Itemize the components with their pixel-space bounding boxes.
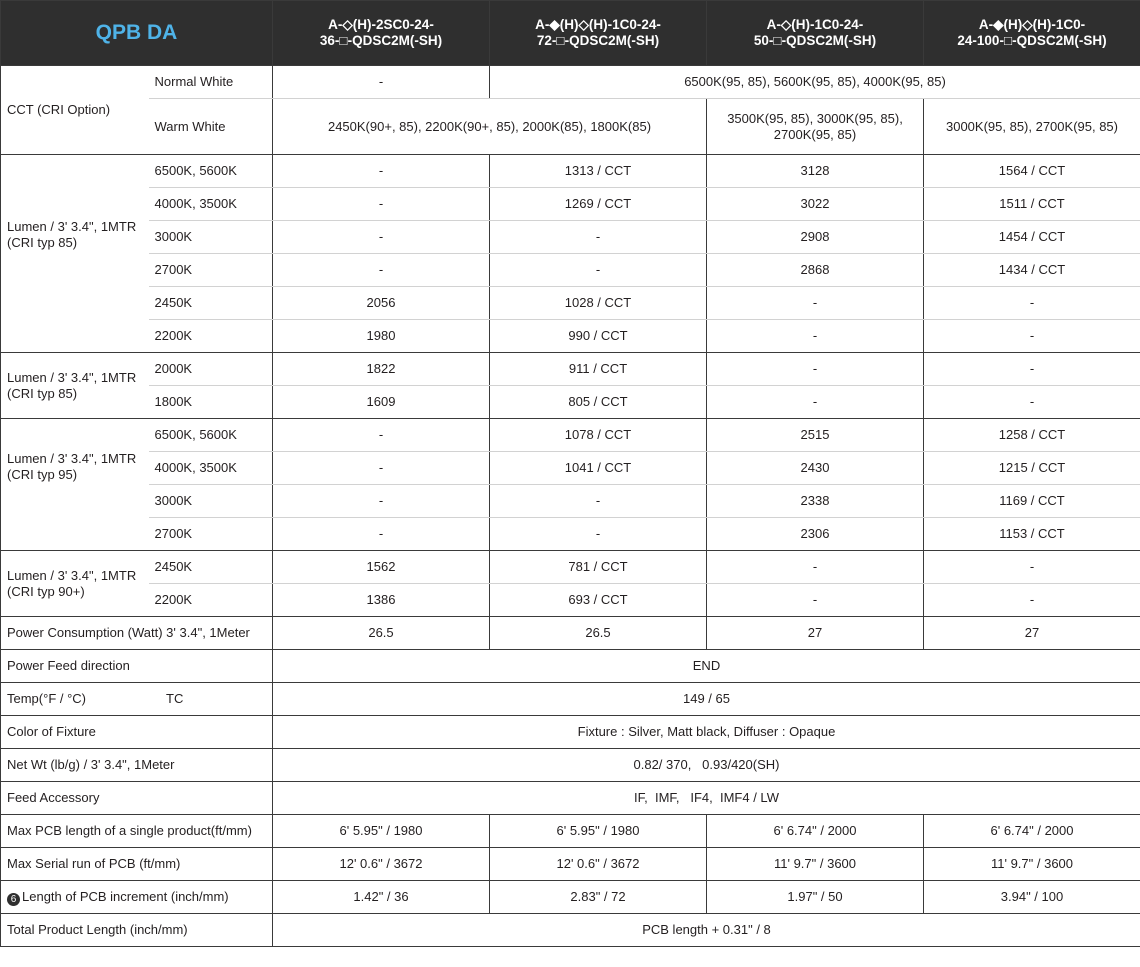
weight-value: 0.82/ 370, 0.93/420(SH) <box>273 749 1140 782</box>
lumen-value-cell: - <box>924 353 1140 386</box>
max-pcb-row <box>1 815 1140 848</box>
cct-warm-row <box>1 99 1140 155</box>
lumen-value-cell: 3128 <box>707 155 924 188</box>
lumen-row <box>1 254 1140 287</box>
tc-label: TC <box>166 691 184 706</box>
lumen-value-cell: - <box>924 287 1140 320</box>
lumen-value-cell: - <box>490 254 707 287</box>
lumen-value-cell: - <box>273 221 490 254</box>
lumen-row <box>1 320 1140 353</box>
lumen-value-cell: 2908 <box>707 221 924 254</box>
lumen-value-cell: 1041 / CCT <box>490 452 707 485</box>
lumen-cct-label: 2700K <box>149 254 273 287</box>
header-row <box>1 1 1140 66</box>
lumen-value-cell: 1078 / CCT <box>490 419 707 452</box>
lumen-value-cell: 1386 <box>273 584 490 617</box>
lumen-cct-label: 2200K <box>149 320 273 353</box>
lumen-row <box>1 419 1140 452</box>
lumen-cct-label: 6500K, 5600K <box>149 155 273 188</box>
lumen-row <box>1 551 1140 584</box>
max-serial-label: Max Serial run of PCB (ft/mm) <box>1 848 273 881</box>
weight-label: Net Wt (lb/g) / 3' 3.4", 1Meter <box>1 749 273 782</box>
cct-warm-c12: 2450K(90+, 85), 2200K(90+, 85), 2000K(85), 1800K(85) <box>273 99 707 155</box>
total-length-row <box>1 914 1140 947</box>
lumen-cct-label: 4000K, 3500K <box>149 452 273 485</box>
lumen-cct-label: 4000K, 3500K <box>149 188 273 221</box>
lumen-group-label: Lumen / 3' 3.4", 1MTR (CRI typ 95) <box>1 419 149 551</box>
lumen-value-cell: 2868 <box>707 254 924 287</box>
power-row <box>1 617 1140 650</box>
lumen-value-cell: 1258 / CCT <box>924 419 1140 452</box>
lumen-cct-label: 2200K <box>149 584 273 617</box>
lumen-value-cell: 1822 <box>273 353 490 386</box>
weight-row <box>1 749 1140 782</box>
lumen-value-cell: - <box>707 386 924 419</box>
color-label: Color of Fixture <box>1 716 273 749</box>
increment-c3: 1.97" / 50 <box>707 881 924 914</box>
lumen-cct-label: 3000K <box>149 221 273 254</box>
lumen-value-cell: 3022 <box>707 188 924 221</box>
number-six-badge-icon: 6 <box>7 893 20 906</box>
lumen-value-cell: 1562 <box>273 551 490 584</box>
power-c4: 27 <box>924 617 1140 650</box>
lumen-value-cell: 1269 / CCT <box>490 188 707 221</box>
cct-normal-rest: 6500K(95, 85), 5600K(95, 85), 4000K(95, 85) <box>490 66 1140 99</box>
lumen-value-cell: 1609 <box>273 386 490 419</box>
max-pcb-c1: 6' 5.95" / 1980 <box>273 815 490 848</box>
max-pcb-c3: 6' 6.74" / 2000 <box>707 815 924 848</box>
lumen-row <box>1 452 1140 485</box>
temp-label: Temp(°F / °C) <box>7 691 87 706</box>
lumen-value-cell: 1169 / CCT <box>924 485 1140 518</box>
cct-normal-c1: - <box>273 66 490 99</box>
lumen-value-cell: 805 / CCT <box>490 386 707 419</box>
increment-label-cell <box>1 881 273 914</box>
brand-title: QPB DA <box>1 1 273 66</box>
lumen-row <box>1 221 1140 254</box>
increment-c4: 3.94" / 100 <box>924 881 1140 914</box>
lumen-value-cell: - <box>273 188 490 221</box>
lumen-value-cell: 1454 / CCT <box>924 221 1140 254</box>
total-length-value: PCB length + 0.31" / 8 <box>273 914 1140 947</box>
lumen-value-cell: - <box>707 584 924 617</box>
lumen-value-cell: - <box>273 452 490 485</box>
total-length-label: Total Product Length (inch/mm) <box>1 914 273 947</box>
temp-label-cell <box>1 683 273 716</box>
lumen-row <box>1 155 1140 188</box>
increment-row <box>1 881 1140 914</box>
lumen-value-cell: - <box>707 287 924 320</box>
lumen-group-label: Lumen / 3' 3.4", 1MTR (CRI typ 90+) <box>1 551 149 617</box>
lumen-row <box>1 386 1140 419</box>
lumen-value-cell: - <box>273 518 490 551</box>
lumen-value-cell: 693 / CCT <box>490 584 707 617</box>
feed-direction-label: Power Feed direction <box>1 650 273 683</box>
lumen-value-cell: 1434 / CCT <box>924 254 1140 287</box>
lumen-cct-label: 3000K <box>149 485 273 518</box>
max-serial-c2: 12' 0.6" / 3672 <box>490 848 707 881</box>
lumen-value-cell: 1153 / CCT <box>924 518 1140 551</box>
cct-label: CCT (CRI Option) <box>1 66 149 155</box>
lumen-value-cell: 1028 / CCT <box>490 287 707 320</box>
max-serial-c1: 12' 0.6" / 3672 <box>273 848 490 881</box>
lumen-group-label: Lumen / 3' 3.4", 1MTR (CRI typ 85) <box>1 155 149 353</box>
model-header-2: A-◆(H)◇(H)-1C0-24- 72-□-QDSC2M(-SH) <box>490 1 707 66</box>
temp-row <box>1 683 1140 716</box>
lumen-row <box>1 518 1140 551</box>
lumen-cct-label: 2700K <box>149 518 273 551</box>
lumen-row <box>1 353 1140 386</box>
lumen-value-cell: - <box>490 221 707 254</box>
lumen-value-cell: 2306 <box>707 518 924 551</box>
max-pcb-label: Max PCB length of a single product(ft/mm) <box>1 815 273 848</box>
lumen-value-cell: 2056 <box>273 287 490 320</box>
max-pcb-c2: 6' 5.95" / 1980 <box>490 815 707 848</box>
lumen-value-cell: - <box>924 386 1140 419</box>
lumen-value-cell: - <box>924 584 1140 617</box>
lumen-value-cell: 911 / CCT <box>490 353 707 386</box>
cct-warm-label: Warm White <box>149 99 273 155</box>
increment-c1: 1.42" / 36 <box>273 881 490 914</box>
lumen-value-cell: 2430 <box>707 452 924 485</box>
lumen-value-cell: 1980 <box>273 320 490 353</box>
lumen-value-cell: - <box>924 320 1140 353</box>
accessory-value: IF, IMF, IF4, IMF4 / LW <box>273 782 1140 815</box>
power-label: Power Consumption (Watt) 3' 3.4", 1Meter <box>1 617 273 650</box>
lumen-value-cell: - <box>707 551 924 584</box>
lumen-cct-label: 6500K, 5600K <box>149 419 273 452</box>
lumen-value-cell: 990 / CCT <box>490 320 707 353</box>
lumen-row <box>1 287 1140 320</box>
lumen-cct-label: 2450K <box>149 551 273 584</box>
lumen-value-cell: 2515 <box>707 419 924 452</box>
model-header-4: A-◆(H)◇(H)-1C0- 24-100-□-QDSC2M(-SH) <box>924 1 1140 66</box>
max-serial-c3: 11' 9.7" / 3600 <box>707 848 924 881</box>
max-serial-row <box>1 848 1140 881</box>
lumen-cct-label: 2450K <box>149 287 273 320</box>
max-serial-c4: 11' 9.7" / 3600 <box>924 848 1140 881</box>
lumen-value-cell: - <box>490 485 707 518</box>
lumen-value-cell: - <box>707 320 924 353</box>
power-c3: 27 <box>707 617 924 650</box>
color-row <box>1 716 1140 749</box>
max-pcb-c4: 6' 6.74" / 2000 <box>924 815 1140 848</box>
lumen-value-cell: 1215 / CCT <box>924 452 1140 485</box>
lumen-value-cell: - <box>490 518 707 551</box>
lumen-value-cell: 781 / CCT <box>490 551 707 584</box>
accessory-label: Feed Accessory <box>1 782 273 815</box>
cct-warm-c3: 3500K(95, 85), 3000K(95, 85), 2700K(95, 85) <box>707 99 924 155</box>
lumen-value-cell: - <box>273 155 490 188</box>
lumen-group-label: Lumen / 3' 3.4", 1MTR (CRI typ 85) <box>1 353 149 419</box>
increment-c2: 2.83" / 72 <box>490 881 707 914</box>
lumen-value-cell: - <box>273 254 490 287</box>
lumen-value-cell: 1313 / CCT <box>490 155 707 188</box>
lumen-cct-label: 1800K <box>149 386 273 419</box>
lumen-cct-label: 2000K <box>149 353 273 386</box>
power-c2: 26.5 <box>490 617 707 650</box>
temp-value: 149 / 65 <box>273 683 1140 716</box>
feed-direction-row <box>1 650 1140 683</box>
lumen-row <box>1 485 1140 518</box>
cct-warm-c4: 3000K(95, 85), 2700K(95, 85) <box>924 99 1140 155</box>
feed-direction-value: END <box>273 650 1140 683</box>
lumen-value-cell: - <box>924 551 1140 584</box>
cct-normal-label: Normal White <box>149 66 273 99</box>
accessory-row <box>1 782 1140 815</box>
lumen-value-cell: - <box>273 485 490 518</box>
increment-label: Length of PCB increment (inch/mm) <box>22 888 229 904</box>
model-header-3: A-◇(H)-1C0-24- 50-□-QDSC2M(-SH) <box>707 1 924 66</box>
lumen-row <box>1 188 1140 221</box>
cct-normal-row <box>1 66 1140 99</box>
power-c1: 26.5 <box>273 617 490 650</box>
model-header-1: A-◇(H)-2SC0-24- 36-□-QDSC2M(-SH) <box>273 1 490 66</box>
lumen-value-cell: 1511 / CCT <box>924 188 1140 221</box>
lumen-value-cell: 1564 / CCT <box>924 155 1140 188</box>
lumen-value-cell: 2338 <box>707 485 924 518</box>
lumen-value-cell: - <box>273 419 490 452</box>
lumen-value-cell: - <box>707 353 924 386</box>
color-value: Fixture : Silver, Matt black, Diffuser : Opaque <box>273 716 1140 749</box>
lumen-row <box>1 584 1140 617</box>
